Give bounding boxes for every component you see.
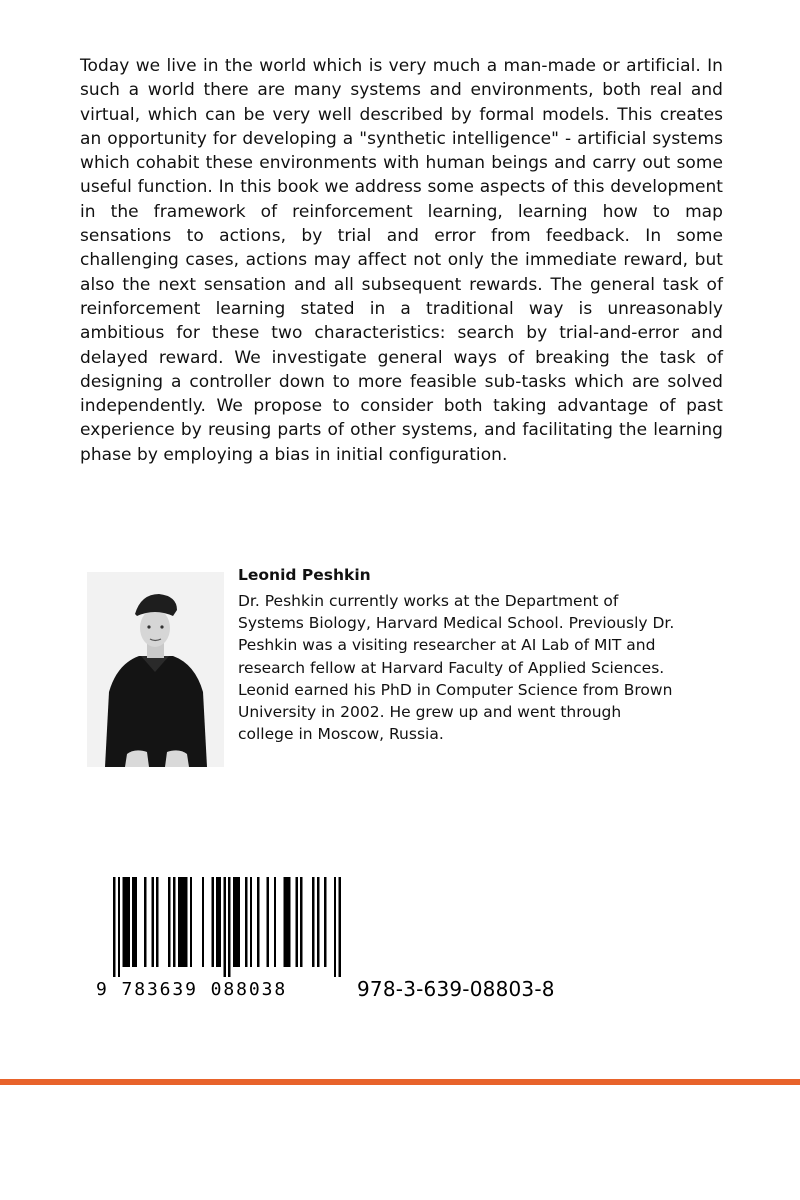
barcode-bar bbox=[156, 877, 158, 967]
barcode-bar bbox=[267, 877, 269, 967]
barcode-bar bbox=[233, 877, 240, 967]
barcode-bar bbox=[339, 877, 341, 977]
barcode-bar bbox=[223, 877, 225, 977]
barcode-bar bbox=[118, 877, 120, 977]
barcode-bar bbox=[132, 877, 137, 967]
barcode-bar bbox=[283, 877, 290, 967]
barcode-bar bbox=[190, 877, 192, 967]
isbn-barcode bbox=[113, 877, 341, 977]
barcode-bar bbox=[245, 877, 247, 967]
barcode-bar bbox=[317, 877, 319, 967]
barcode-bar bbox=[300, 877, 302, 967]
barcode-bar bbox=[312, 877, 314, 967]
barcode-bar bbox=[144, 877, 146, 967]
barcode-bar bbox=[173, 877, 175, 967]
accent-rule bbox=[0, 1079, 800, 1085]
barcode-bar bbox=[228, 877, 230, 977]
back-cover-blurb: Today we live in the world which is very much a man-made or artificial. In such a world there are many systems and environments, both real and virtual, which can be very well described by formal models. This creates an opportunity for developing a "synthetic intelligence" - artificial systems which cohabit these environments with human beings and carry out some useful function. In this book we address some aspects of this development in the framework of reinforcement learning, learning how to map sensations to actions, by trial and error from feedback. In some challenging cases, actions may affect not only the immediate reward, but also the next sensation and all subsequent rewards. The general task of reinforcement learning stated in a traditional way is unreasonably ambitious for these two characteristics: search by trial-and-error and delayed reward. We investigate general ways of breaking the task of designing a controller down to more feasible sub-tasks which are solved independently. We propose to consider both taking advantage of past experience by reusing parts of other systems, and facilitating the learning phase by employing a bias in initial configuration. bbox=[80, 56, 723, 465]
barcode-bar bbox=[257, 877, 259, 967]
author-name: Leonid Peshkin bbox=[238, 566, 371, 584]
barcode-bar bbox=[202, 877, 204, 967]
barcode-bar bbox=[334, 877, 336, 977]
barcode-bar bbox=[123, 877, 130, 967]
barcode-bar bbox=[295, 877, 297, 967]
barcode-bar bbox=[324, 877, 326, 967]
barcode-bar bbox=[211, 877, 213, 967]
barcode-digits: 9 783639 088038 bbox=[96, 979, 288, 1000]
author-bio: Dr. Peshkin currently works at the Department of Systems Biology, Harvard Medical School. Previously Dr. Peshkin was a visiting researcher at AI Lab of MIT and research fellow at Harvard Faculty of Applied Sciences. Leonid earned his PhD in Computer Science from Brown University in 2002. He grew up and went through college in Moscow, Russia. bbox=[238, 592, 675, 744]
barcode-bar bbox=[113, 877, 115, 977]
isbn-number: 978-3-639-08803-8 bbox=[357, 977, 555, 1001]
barcode-bar bbox=[178, 877, 188, 967]
barcode-bar bbox=[168, 877, 170, 967]
author-photo bbox=[87, 572, 224, 767]
barcode-bar bbox=[216, 877, 221, 967]
barcode-bar bbox=[274, 877, 276, 967]
barcode-bar bbox=[250, 877, 252, 967]
barcode-bar bbox=[151, 877, 153, 967]
